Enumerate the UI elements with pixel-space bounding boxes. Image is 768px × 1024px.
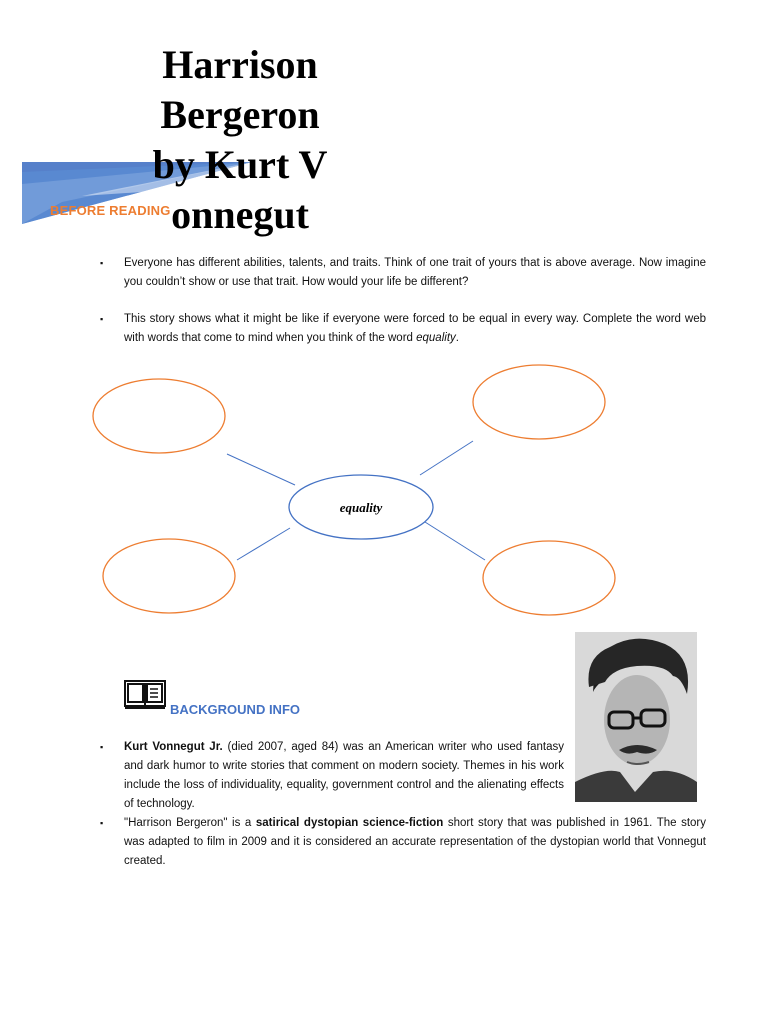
web-bubble-bottom-left	[103, 539, 235, 613]
list-item-text-end: short story that was published in 1961. The story was adapted to film in 2009 and it is considered an accurate representation of the dystopian world that Vonnegut created.	[124, 817, 706, 867]
bullet-mark: ▪	[100, 258, 104, 268]
list-item-text: is a	[227, 817, 256, 829]
connector-line	[237, 528, 290, 560]
web-bubble-top-right	[473, 365, 605, 439]
connector-line	[425, 522, 485, 560]
background-info-heading: BACKGROUND INFO	[170, 702, 300, 717]
bullet-mark: ▪	[100, 314, 104, 324]
before-reading-heading: BEFORE READING	[50, 203, 171, 218]
list-item-text: Everyone has different abilities, talents, and traits. Think of one trait of yours that is above average. Now imagine you couldn’t show or use that trait. How would your life be different?	[124, 257, 706, 288]
list-item-text-end: .	[455, 332, 459, 344]
web-bubble-top-left	[93, 379, 225, 453]
page-title: Harrison Bergeron by Kurt Vonnegut	[152, 42, 328, 237]
connector-line	[420, 441, 473, 475]
genre-text: satirical dystopian science-fiction	[255, 817, 444, 829]
before-reading-list	[100, 254, 706, 348]
bullet-mark: ▪	[100, 742, 104, 752]
list-item	[100, 814, 706, 871]
list-item	[100, 254, 706, 292]
story-title: "Harrison Bergeron"	[124, 817, 228, 829]
connector-line	[227, 454, 295, 485]
emphasis-word: equality	[416, 332, 456, 344]
web-bubble-bottom-right	[483, 541, 615, 615]
list-item	[100, 310, 706, 348]
book-icon	[124, 680, 166, 710]
list-item-text: This story shows what it might be like if everyone were forced to be equal in every way. Complete the word web with words that come to mind when you think of the word	[124, 313, 706, 344]
list-item-text: (died 2007, aged 84) was an American writer who used fantasy and dark humor to write stories that comment on modern society. Themes in his work include the loss of individuality, equality, government control and the alienating effects of technology.	[124, 741, 564, 810]
bullet-mark: ▪	[100, 818, 104, 828]
web-center-label: equality	[339, 500, 383, 515]
list-item	[100, 738, 564, 814]
background-info-list	[100, 738, 706, 871]
author-name: Kurt Vonnegut Jr.	[124, 741, 223, 753]
